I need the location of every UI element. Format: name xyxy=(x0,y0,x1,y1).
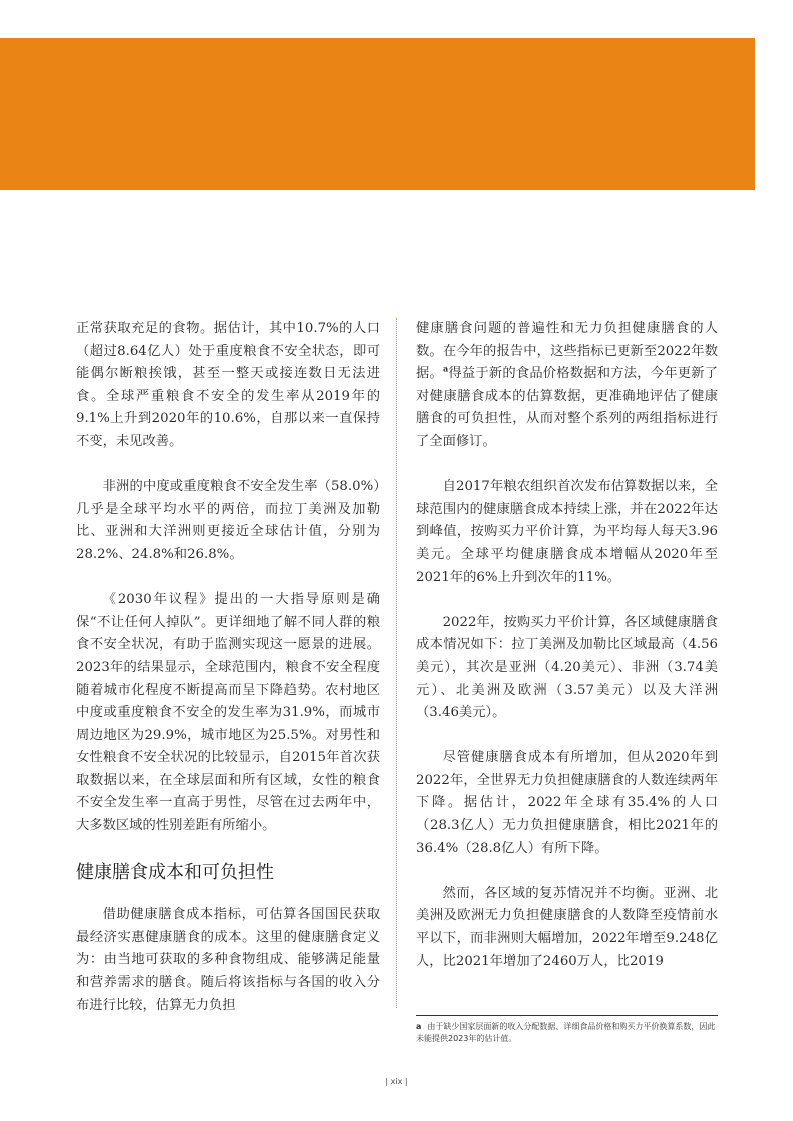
paragraph: 2022年，按购买力平价计算，各区域健康膳食成本情况如下：拉丁美洲及加勒比区域最高（4.56美元），其次是亚洲（4.20美元）、非洲（3.74美元）、北美洲及欧洲（3.57美元）以及大洋洲（3.46美元）。 xyxy=(416,614,718,721)
footnote-reference[interactable]: a xyxy=(442,363,449,374)
paragraph: 正常获取充足的食物。据估计，其中10.7%的人口（超过8.64亿人）处于重度粮食不安全状态，即可能偶尔断粮挨饿，甚至一整天或接连数日无法进食。全球严重粮食不安全的发生率从2019年的9.1%上升到2020年的10.6%，自那以来一直保持不变，未见改善。 xyxy=(76,321,380,449)
footnote-marker: a xyxy=(416,1022,422,1031)
paragraph: 然而，各区域的复苏情况并不均衡。亚洲、北美洲及欧洲无力负担健康膳食的人数降至疫情前水平以下，而非洲则大幅增加，2022年增至9.248亿人，比2021年增加了2460万人，比2019 xyxy=(416,885,718,969)
page-number: | xix | xyxy=(385,1077,408,1086)
paragraph: 《2030年议程》提出的一大指导原则是确保“不让任何人掉队”。更详细地了解不同人群的粮食不安全状况，有助于监测实现这一愿景的进展。2023年的结果显示，全球范围内，粮食不安全程度随着城市化程度不断提高而呈下降趋势。农村地区中度或重度粮食不安全的发生率为31.9%，而城市周边地区为29.9%，城市地区为25.5%。对男性和女性粮食不安全状况的比较显示，自2015年首次获取数据以来，在全球层面和所有区域，女性的粮食不安全发生率一直高于男性，尽管在过去两年中，大多数区域的性别差距有所缩小。 xyxy=(76,592,380,834)
paragraph-text: 健康膳食问题的普遍性和无力负担健康膳食的人数。在今年的报告中，这些指标已更新至2022年数据。 xyxy=(416,321,718,382)
paragraph: 自2017年粮农组织首次发布估算数据以来，全球范围内的健康膳食成本持续上涨，并在2022年达到峰值，按购买力平价计算，为平均每人每天3.96美元。全球平均健康膳食成本增幅从2020年至2021年的6%上升到次年的11%。 xyxy=(416,479,718,585)
paragraph: 借助健康膳食成本指标，可估算各国国民获取最经济实惠健康膳食的成本。这里的健康膳食定义为：由当地可获取的多种食物组成、能够满足能量和营养需求的膳食。随后将该指标与各国的收入分布进行比较，估算无力负担 xyxy=(76,907,380,1013)
section-heading: 健康膳食成本和可负担性 xyxy=(76,862,274,884)
orange-header-banner xyxy=(0,38,755,190)
footnote xyxy=(416,1015,718,1045)
footnote-text: 由于缺少国家层面新的收入分配数据、详细食品价格和购买力平价换算系数，因此未能提供2023年的估计值。 xyxy=(416,1022,716,1043)
paragraph xyxy=(416,318,718,454)
right-column xyxy=(416,318,718,996)
paragraph-text: 得益于新的食品价格数据和方法，今年更新了对健康膳食成本的估算数据，更准确地评估了健康膳食的可负担性，从而对整个系列的两组指标进行了全面修订。 xyxy=(416,366,719,449)
paragraph: 非洲的中度或重度粮食不安全发生率（58.0%）几乎是全球平均水平的两倍，而拉丁美洲及加勒比、亚洲和大洋洲则更接近全球估计值，分别为28.2%、24.8%和26.8%。 xyxy=(76,479,380,562)
column-divider xyxy=(396,318,397,1008)
left-column xyxy=(76,318,380,1040)
paragraph: 尽管健康膳食成本有所增加，但从2020年到2022年，全世界无力负担健康膳食的人数连续两年下降。据估计，2022年全球有35.4%的人口（28.3亿人）无力负担健康膳食，相比2021年的36.4%（28.8亿人）有所下降。 xyxy=(416,750,718,856)
